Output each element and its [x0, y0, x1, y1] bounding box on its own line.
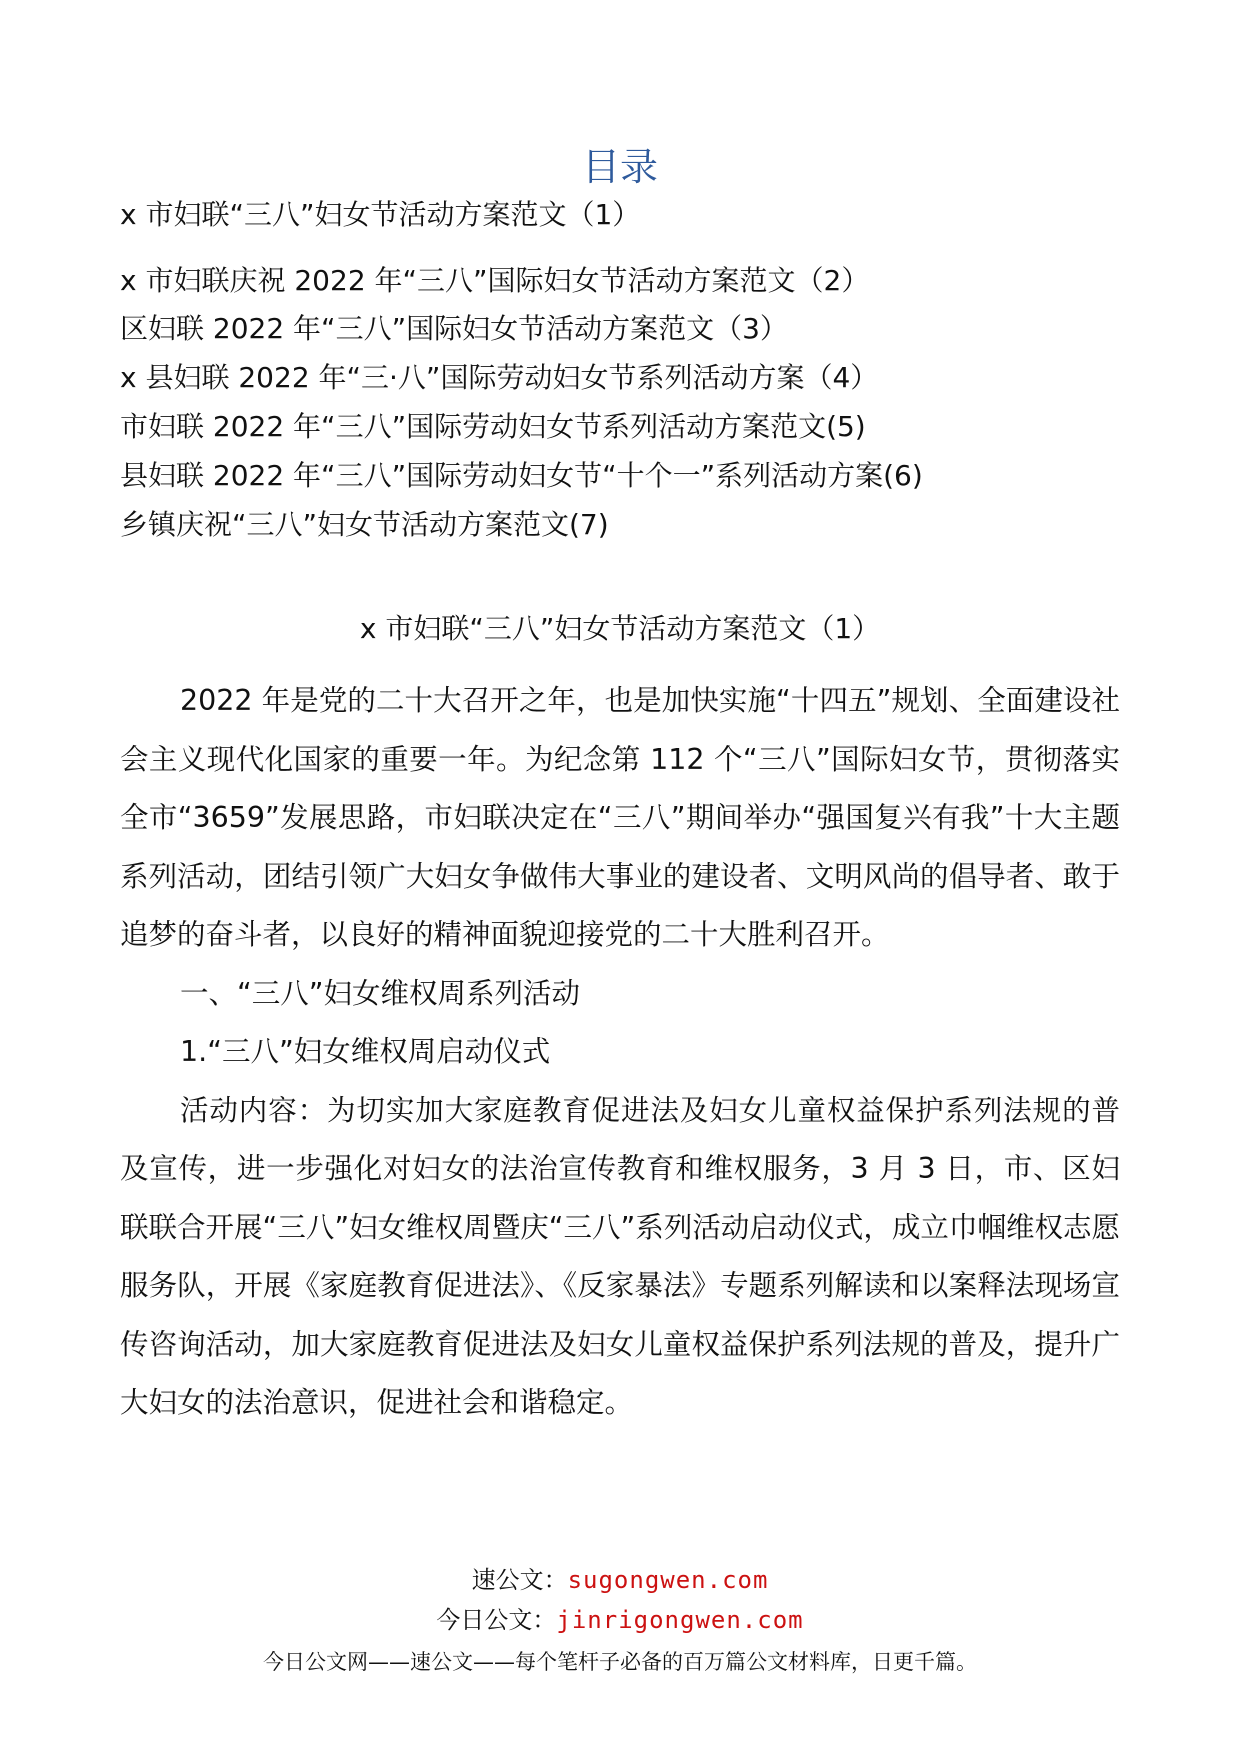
footer-link-sugongwen[interactable]: sugongwen.com — [567, 1566, 769, 1594]
footer-line-1 — [0, 1560, 1240, 1600]
toc-item-5[interactable]: 市妇联 2022 年“三八”国际劳动妇女节系列活动方案范文(5) — [120, 410, 866, 443]
subsection-heading-1: 1.“三八”妇女维权周启动仪式 — [180, 1035, 551, 1068]
footer-label-1: 速公文： — [471, 1566, 568, 1594]
table-of-contents — [120, 192, 1140, 549]
footer — [0, 1560, 1240, 1680]
intro-paragraph: 2022 年是党的二十大召开之年，也是加快实施“十四五”规划、全面建设社会主义现代化国家的重要一年。为纪念第 112 个“三八”国际妇女节，贯彻落实全市“3659”发展思路，市妇联决定在“三八”期间举办“强国复兴有我”十大主题系列活动，团结引领广大妇女争做伟大事业的建设者、文明风尚的倡导者、敢于追梦的奋斗者，以良好的精神面貌迎接党的二十大胜利召开。 — [120, 684, 1120, 951]
toc-item-1[interactable]: x 市妇联“三八”妇女节活动方案范文（1） — [120, 198, 641, 231]
toc-item-6[interactable]: 县妇联 2022 年“三八”国际劳动妇女节“十个一”系列活动方案(6) — [120, 459, 923, 492]
footer-line-2 — [0, 1600, 1240, 1640]
footer-label-2: 今日公文： — [436, 1606, 557, 1634]
document-body — [120, 672, 1120, 1433]
toc-item-2[interactable]: x 市妇联庆祝 2022 年“三八”国际妇女节活动方案范文（2） — [120, 264, 870, 297]
toc-item-4[interactable]: x 县妇联 2022 年“三·八”国际劳动妇女节系列活动方案（4） — [120, 361, 879, 394]
section-heading-1: 一、“三八”妇女维权周系列活动 — [180, 976, 581, 1010]
footer-slogan: 今日公文网——速公文——每个笔杆子必备的百万篇公文材料库，日更千篇。 — [263, 1650, 977, 1674]
toc-title: 目录 — [581, 145, 658, 189]
footer-link-jinrigongwen[interactable]: jinrigongwen.com — [556, 1606, 804, 1634]
toc-item-7[interactable]: 乡镇庆祝“三八”妇女节活动方案范文(7) — [120, 508, 609, 541]
document-title: x 市妇联“三八”妇女节活动方案范文（1） — [359, 612, 881, 645]
content-paragraph-1: 活动内容：为切实加大家庭教育促进法及妇女儿童权益保护系列法规的普及宣传，进一步强化对妇女的法治宣传教育和维权服务，3 月 3 日，市、区妇联联合开展“三八”妇女维权周暨庆“三八”系列活动启动仪式，成立巾帼维权志愿服务队，开展《家庭教育促进法》、《反家暴法》专题系列解读和以案释法现场宣传咨询活动，加大家庭教育促进法及妇女儿童权益保护系列法规的普及，提升广大妇女的法治意识，促进社会和谐稳定。 — [120, 1093, 1120, 1419]
toc-item-3[interactable]: 区妇联 2022 年“三八”国际妇女节活动方案范文（3） — [120, 312, 788, 345]
